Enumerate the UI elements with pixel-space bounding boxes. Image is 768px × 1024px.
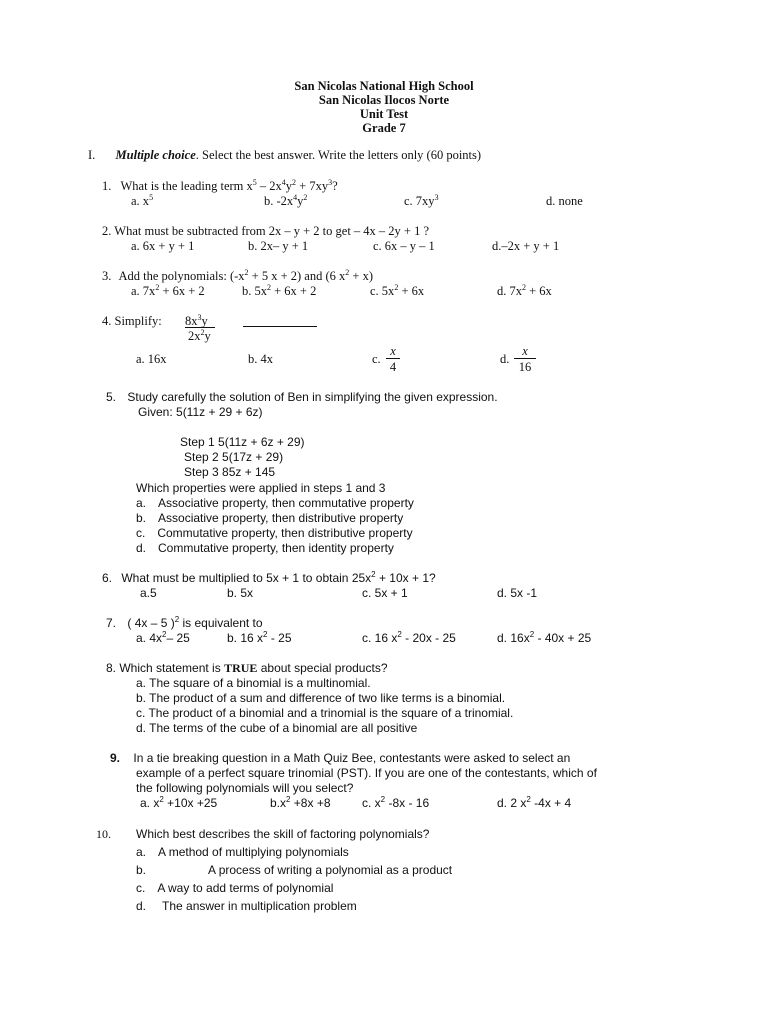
exponent: 2 [292, 177, 297, 187]
question-number: 2. [102, 224, 112, 238]
question-number: 5. [106, 390, 117, 404]
fraction-numerator: x [390, 344, 396, 358]
question-number: 6. [102, 571, 113, 585]
choice-d: d. 5x -1 [497, 586, 538, 600]
question-6: 6. What must be multiplied to 5x + 1 to obtain $25x^2 + 10x + 1$? [102, 570, 436, 585]
fraction-denominator: 16 [518, 360, 532, 374]
question-5 [106, 391, 498, 403]
exponent: 3 [328, 177, 333, 187]
question-number: 10. [96, 827, 111, 841]
choice-c: c. The product of a binomial and a trinomial is the square of a trinomial. [136, 706, 514, 720]
section-instructions: . Select the best answer. Write the letters only (60 points) [195, 148, 482, 162]
choice-a: a. Associative property, then commutative property [136, 496, 414, 510]
choice-d: d.–2x + y + 1 [492, 239, 560, 253]
question-4 [102, 315, 162, 328]
choice-a: a. $x^2 +10x +25$ [140, 795, 218, 810]
choice-a: a. The square of a binomial is a multinomial. [136, 676, 371, 690]
question-text: ( 4x – 5 ) [127, 616, 175, 630]
choice-a: a. $x^5$ [131, 192, 154, 208]
question-text: What must be subtracted from 2x – y + 2 to get – 4x – 2y + 1 ? [114, 224, 430, 238]
choice-c: c. 16 $x^2 - 20x - 25$ [362, 630, 456, 645]
choice-b: b. $5x^2 + 6x + 2$ [242, 282, 317, 298]
question-text: is equivalent to [179, 616, 263, 630]
question-text: What is the leading term x [120, 179, 253, 193]
section-heading [88, 149, 481, 162]
choice-d: d. 2 $x^2$ -4x + 4 [497, 795, 572, 810]
question-number: 4. [102, 314, 112, 328]
solution-step-2: Step 2 5(17z + 29) [184, 450, 284, 464]
question-text: + 5 x + 2) and (6 x [248, 269, 346, 283]
choice-b: b. The product of a sum and difference of two like terms is a binomial. [136, 691, 506, 705]
question-number: 1. [102, 179, 112, 193]
question-text: What must be multiplied to 5x + 1 to obtain 25x [121, 571, 372, 585]
choice-d: d. none [546, 194, 583, 208]
choice-b: b. Associative property, then distributive property [136, 511, 404, 525]
choice-c: c. $5x^2 + 6x$ [370, 282, 425, 298]
question-text: Add the polynomials: (-x [118, 269, 245, 283]
question-text: + 7xy [296, 179, 329, 193]
question-text: Simplify: [114, 314, 162, 328]
question-text: + 10x + 1? [375, 571, 436, 585]
question-text: Study carefully the solution of Ben in simplifying the given expression. [127, 390, 498, 404]
choice-d: d. [500, 352, 510, 366]
choice-b: b. 4x [248, 352, 273, 366]
fraction-numerator: $8x^3y$ [185, 312, 208, 328]
question-text: ? [332, 179, 338, 193]
question-number: 7. [106, 616, 117, 630]
choice-a: a. A method of multiplying polynomials [136, 845, 349, 859]
question-text: – 2x [256, 179, 282, 193]
choice-a: a. 6x + y + 1 [131, 239, 195, 253]
choice-a: a.5 [140, 586, 157, 600]
choice-b: b. 16 $x^2 - 25$ [227, 630, 292, 645]
test-title: Unit Test [359, 107, 409, 121]
fraction-denominator: 4 [389, 360, 397, 374]
choice-c: c. A way to add terms of polynomial [136, 881, 334, 895]
solution-step-1: Step 1 5(11z + 6z + 29) [180, 435, 305, 449]
question-2 [102, 225, 429, 238]
choice-a: a. $7x^2 + 6x + 2$ [131, 282, 205, 298]
question-text: about special products? [257, 661, 388, 675]
question-text: the following polynomials will you select? [136, 781, 354, 795]
solution-step-3: Step 3 85z + 145 [184, 465, 276, 479]
section-number: I. [88, 148, 96, 162]
fraction-denominator: $2x^2y$ [188, 327, 211, 343]
exponent: 4 [281, 177, 286, 187]
question-text: Which best describes the skill of factoring polynomials? [136, 827, 430, 841]
choice-d: d. $7x^2 + 6x$ [497, 282, 552, 298]
question-8 [106, 662, 388, 674]
grade-level: Grade 7 [362, 121, 406, 135]
choice-b: $b.x^2 +8x +8$ [270, 795, 331, 810]
fraction-numerator: x [522, 344, 528, 358]
exponent: 5 [252, 177, 257, 187]
choice-d: d. The terms of the cube of a binomial are all positive [136, 721, 418, 735]
choice-c: c. Commutative property, then distributive property [136, 526, 413, 540]
choice-c: c. 6x – y – 1 [373, 239, 435, 253]
choice-b: b. 5x [227, 586, 254, 600]
question-number: 8. [106, 661, 117, 675]
choice-b: b. A process of writing a polynomial as a product [136, 863, 453, 877]
choice-b: b. $-2x^4y^2$ [264, 192, 308, 208]
question-text: example of a perfect square trinomial (PST). If you are one of the contestants, which of [136, 766, 597, 780]
question-number: 3. [102, 269, 112, 283]
choice-c: c. $7xy^3$ [404, 192, 439, 208]
school-location: San Nicolas Ilocos Norte [318, 93, 450, 107]
emphasis-text: TRUE [224, 661, 258, 675]
question-9 [110, 752, 570, 764]
question-1 [102, 177, 338, 193]
choice-b: b. 2x– y + 1 [248, 239, 309, 253]
choice-d: d. The answer in multiplication problem [136, 899, 357, 913]
question-prompt: Which properties were applied in steps 1 and 3 [136, 481, 386, 495]
choice-c: c. 5x + 1 [362, 586, 408, 600]
question-number: 9. [110, 751, 121, 765]
given-expression: Given: 5(11z + 29 + 6z) [138, 405, 263, 419]
choice-a: a. 16x [136, 352, 167, 366]
choice-c: c. [372, 352, 381, 366]
question-text: In a tie breaking question in a Math Quiz Bee, contestants were asked to select an [133, 751, 571, 765]
choice-d: d. Commutative property, then identity property [136, 541, 394, 555]
question-text: Which statement is [119, 661, 225, 675]
section-title: Multiple choice [115, 148, 196, 162]
question-text: y [285, 179, 293, 193]
question-text: + x) [349, 269, 373, 283]
question-7: 7. ( 4x – 5 )$^2$ is equivalent to [106, 615, 263, 630]
choice-a: a. $4x^2-$ 25 [136, 630, 190, 645]
answer-blank [243, 326, 317, 327]
choice-c: c. $x^2$ -8x - 16 [362, 795, 430, 810]
question-3: 3. Add the polynomials: ($-x^2 + 5$ x + 2) and (6 $x^2 + x$) [102, 267, 373, 283]
fraction-bar [386, 358, 400, 359]
school-name: San Nicolas National High School [294, 79, 474, 93]
fraction-bar [514, 358, 536, 359]
choice-d: d. $16x^2 - 40x + 25$ [497, 630, 592, 645]
